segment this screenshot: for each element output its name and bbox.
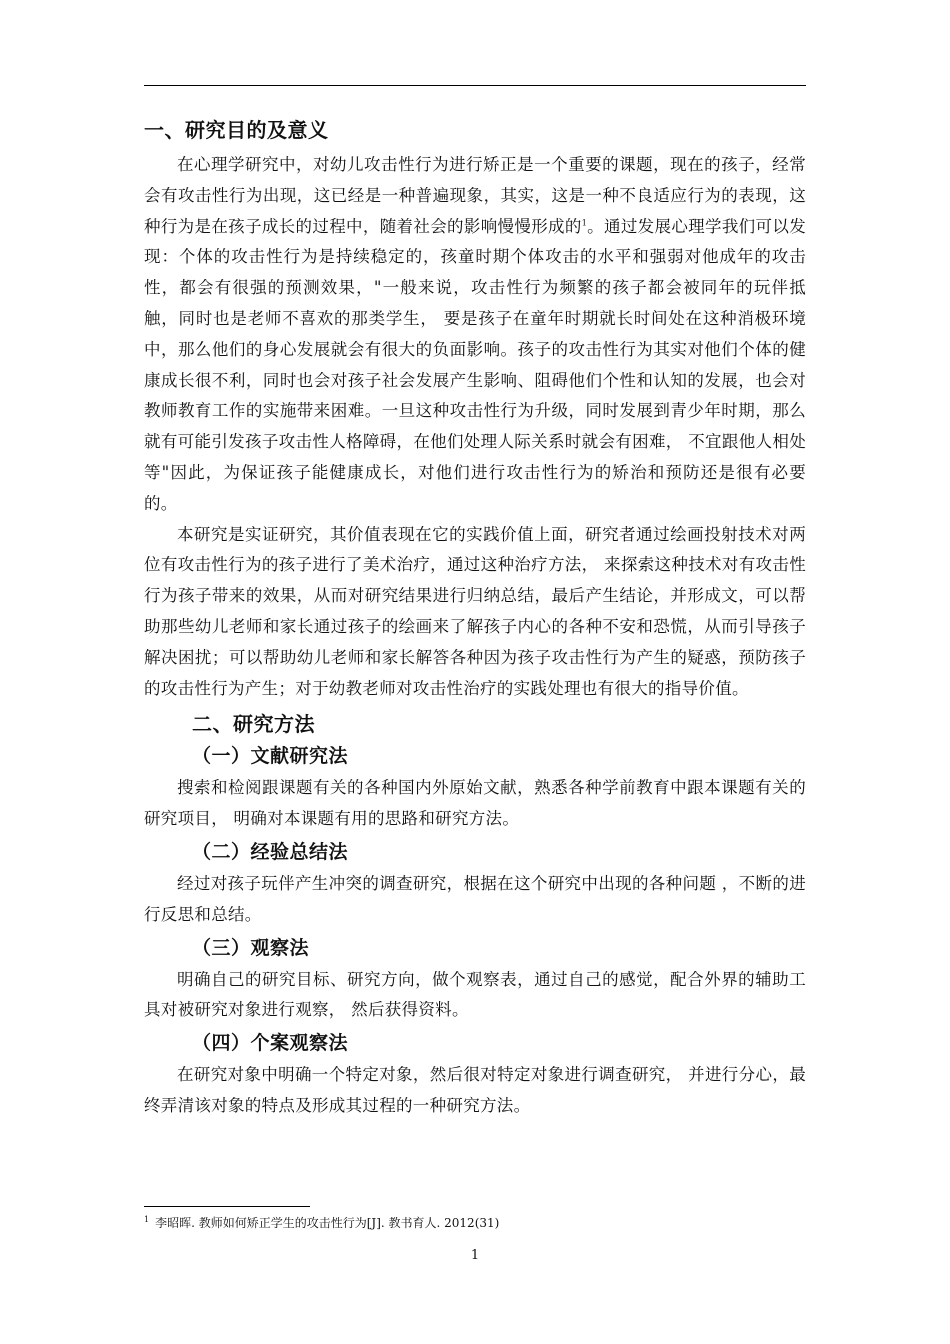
section-heading-purpose: 一、研究目的及意义 <box>144 118 329 142</box>
method-text-literature: 搜索和检阅跟课题有关的各种国内外原始文献，熟悉各种学前教育中跟本课题有关的研究项目， 明确对本课题有用的思路和研究方法。 <box>144 778 806 829</box>
section-heading-methods: 二、研究方法 <box>192 712 315 737</box>
footnote-text: 李昭晖. 教师如何矫正学生的攻击性行为[J]. 教书育人. 2012(31) <box>155 1216 500 1230</box>
header-rule <box>144 85 806 86</box>
method-text-case-study: 在研究对象中明确一个特定对象，然后很对特定对象进行调查研究， 并进行分心，最终弄清该对象的特点及形成其过程的一种研究方法。 <box>144 1065 806 1115</box>
paragraph-text: 在心理学研究中，对幼儿攻击性行为进行矫正是一个重要的课题，现在的孩子，经常会有攻击性行为出现，这已经是一种普遍现象，其实，这是一种不良适应行为的表现，这种行为是在孩子成长的过程中，随着社会的影响慢慢形成的 <box>144 155 806 236</box>
footnote <box>144 1212 806 1231</box>
footnote-number: 1 <box>144 1215 150 1224</box>
method-heading-literature: （一）文献研究法 <box>192 745 349 768</box>
paragraph-text: 。通过发展心理学我们可以发现：个体的攻击性行为是持续稳定的，孩童时期个体攻击的水平和强弱对他成年的攻击性，都会有很强的预测效果，"一般来说，攻击性行为频繁的孩子都会被同年的玩伴抵触，同时也是老师不喜欢的那类学生， 要是孩子在童年时期就长时间处在这种消极环境中，那么他们的身心发展就会有很大的负面影响。孩子的攻击性行为其实对他们个体的健康成长很不利，同时也会对孩子社会发展产生影响、阻碍他们个性和认知的发展，也会对教师教育工作的实施带来困难。一旦这种攻击性行为升级，同时发展到青少年时期，那么就有可能引发孩子攻击性人格障碍，在他们处理人际关系时就会有困难， 不宜跟他人相处等"因此，为保证孩子能健康成长，对他们进行攻击性行为的矫治和预防还是很有必要的。 <box>144 216 806 513</box>
method-heading-experience: （二）经验总结法 <box>192 840 349 863</box>
footnote-rule <box>144 1206 310 1207</box>
method-heading-observation: （三）观察法 <box>192 936 310 959</box>
method-text-experience: 经过对孩子玩伴产生冲突的调查研究，根据在这个研究中出现的各种问题 ，不断的进行反思和总结。 <box>144 873 806 924</box>
footnote-reference[interactable]: 1 <box>581 218 588 228</box>
paragraph-purpose-2: 本研究是实证研究，其价值表现在它的实践价值上面，研究者通过绘画投射技术对两位有攻击性行为的孩子进行了美术治疗，通过这种治疗方法， 来探索这种技术对有攻击性行为孩子带来的效果，从而对研究结果进行归纳总结，最后产生结论，并形成文，可以帮助那些幼儿老师和家长通过孩子的绘画来了解孩子内心的各种不安和恐慌，从而引导孩子解决困扰；可以帮助幼儿老师和家长解答各种因为孩子攻击性行为产生的疑惑，预防孩子的攻击性行为产生；对于幼教老师对攻击性治疗的实践处理也有很大的指导价值。 <box>144 524 806 698</box>
page-content <box>144 108 806 1122</box>
page-number: 1 <box>470 1248 480 1263</box>
method-text-observation: 明确自己的研究目标、研究方向，做个观察表，通过自己的感觉，配合外界的辅助工具对被研究对象进行观察， 然后获得资料。 <box>144 969 806 1020</box>
paragraph-purpose-1 <box>144 150 806 520</box>
method-heading-case-study: （四）个案观察法 <box>192 1032 349 1055</box>
